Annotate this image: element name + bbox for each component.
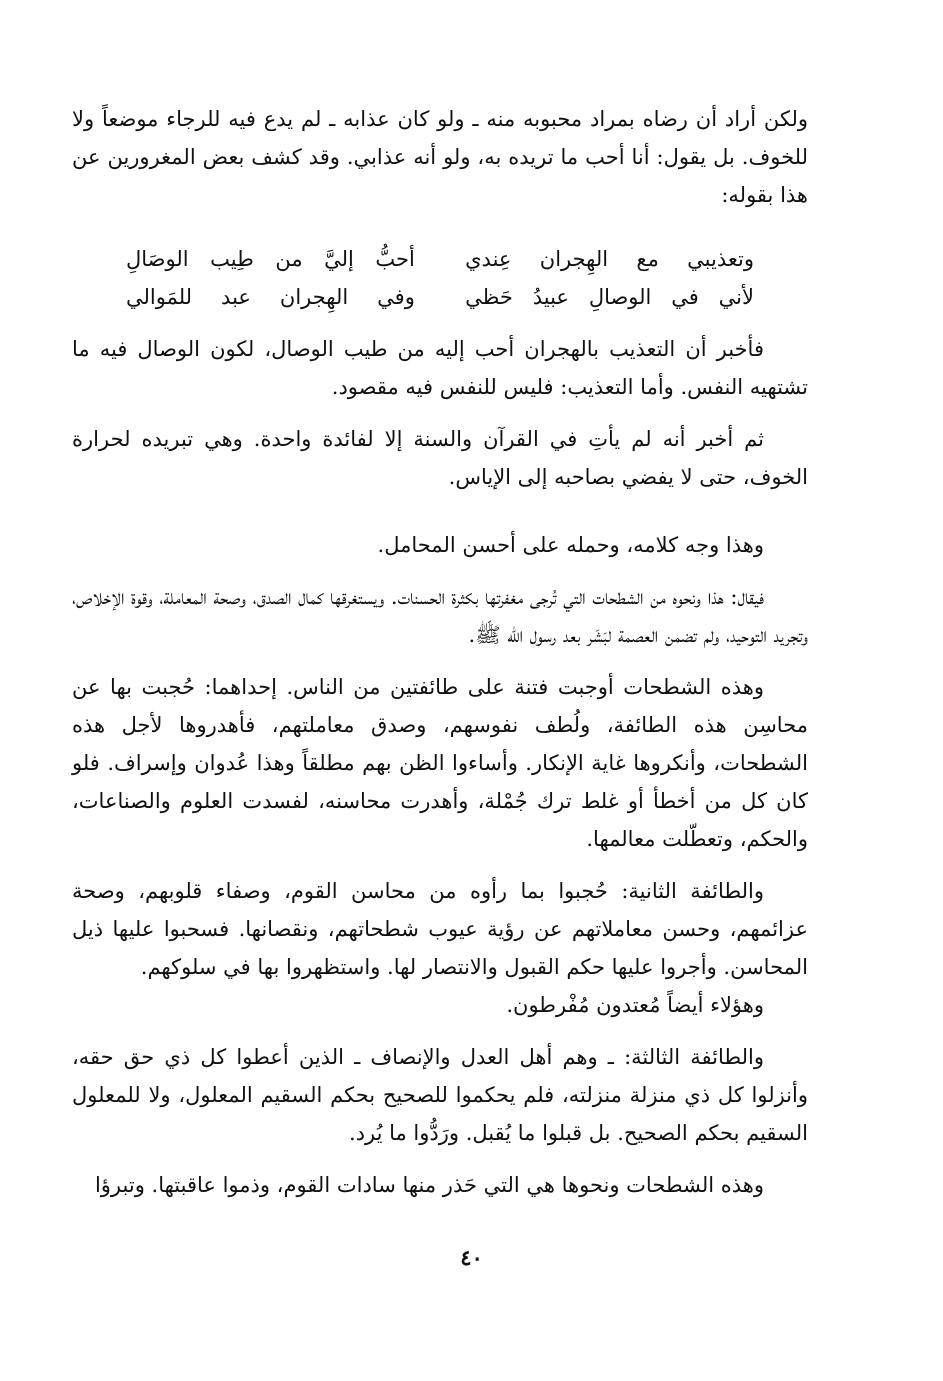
paragraph-2: فأخبر أن التعذيب بالهجران أحب إليه من طيب الوصال، لكون الوصال فيه ما تشتهيه النفس. وأما التعذيب: فليس للنفس فيه مقصود. bbox=[72, 337, 808, 399]
poem-verse-2-first: لأني في الوصالِ عبيدُ حَظي bbox=[465, 285, 754, 309]
poem-verse-2-second: وفي الهِجران عبد للمَوالي bbox=[126, 285, 415, 309]
paragraph-1: ولكن أراد أن رضاه بمراد محبوبه منه ـ ولو كان عذابه ـ لم يدع فيه للرجاء موضعاً ولا للخوف. بل يقول: أنا أحب ما تريده به، ولو أنه عذابي. وقد كشف بعض المغرورين عن هذا بقوله: bbox=[72, 107, 808, 207]
paragraph-3: ثم أخبر أنه لم يأتِ في القرآن والسنة إلا لفائدة واحدة. وهي تبريده لحرارة الخوف، حتى لا يفضي بصاحبه إلى الإياس. bbox=[72, 427, 808, 489]
paragraph-5: فيقال: هذا ونحوه من الشطحات التي تُرجى مغفرتها بكثرة الحسنات. ويستغرقها كمال الصدق، وصحة المعاملة، وقوة الإخلاص، وتجريد التوحيد، ولم تضمن العصمة لبَشَر بعد رسول الله ﷺ. bbox=[72, 585, 808, 647]
poem bbox=[126, 240, 754, 316]
poem-verse-1 bbox=[126, 240, 754, 278]
page-body bbox=[72, 100, 808, 1204]
paragraph-10: وهذه الشطحات ونحوها هي التي حَذر منها سادات القوم، وذموا عاقبتها. وتبرؤا bbox=[94, 1173, 764, 1197]
paragraph-7: والطائفة الثانية: حُجبوا بما رأوه من محاسن القوم، وصفاء قلوبهم، وصحة عزائمهم، وحسن معاملاتهم عن رؤية عيوب شطحاتهم، ونقصانها. فسحبوا عليها ذيل المحاسن. وأجروا عليها حكم القبول والانتصار لها. واستظهروا بها في سلوكهم. bbox=[72, 879, 808, 979]
poem-verse-1-first: وتعذيبي مع الهِجران عِندي bbox=[465, 247, 754, 271]
poem-verse-1-second: أحبُّ إليَّ من طِيب الوصَالِ bbox=[126, 247, 415, 271]
paragraph-4: وهذا وجه كلامه، وحمله على أحسن المحامل. bbox=[377, 533, 764, 557]
poem-verse-2 bbox=[126, 278, 754, 316]
page-number: ٤٠ bbox=[460, 1245, 483, 1270]
paragraph-8: وهؤلاء أيضاً مُعتدون مُفْرطون. bbox=[506, 993, 764, 1017]
paragraph-6: وهذه الشطحات أوجبت فتنة على طائفتين من الناس. إحداهما: حُجبت بها عن محاسِن هذه الطائفة، ولُطف نفوسهم، وصدق معاملتهم، فأهدروها لأجل هذه الشطحات، وأنكروها غاية الإنكار. وأساءوا الظن بهم مطلقاً وهذا عُدوان وإسراف. فلو كان كل من أخطأ أو غلط ترك جُمْلة، وأهدرت محاسنه، لفسدت العلوم والصناعات، والحكم، وتعطّلت معالمها. bbox=[72, 675, 808, 851]
paragraph-9: والطائفة الثالثة: ـ وهم أهل العدل والإنصاف ـ الذين أعطوا كل ذي حق حقه، وأنزلوا كل ذي منزلة منزلته، فلم يحكموا للصحيح بحكم السقيم المعلول، ولا للمعلول السقيم بحكم الصحيح. بل قبلوا ما يُقبل. ورَدُّوا ما يُرد. bbox=[72, 1045, 808, 1145]
